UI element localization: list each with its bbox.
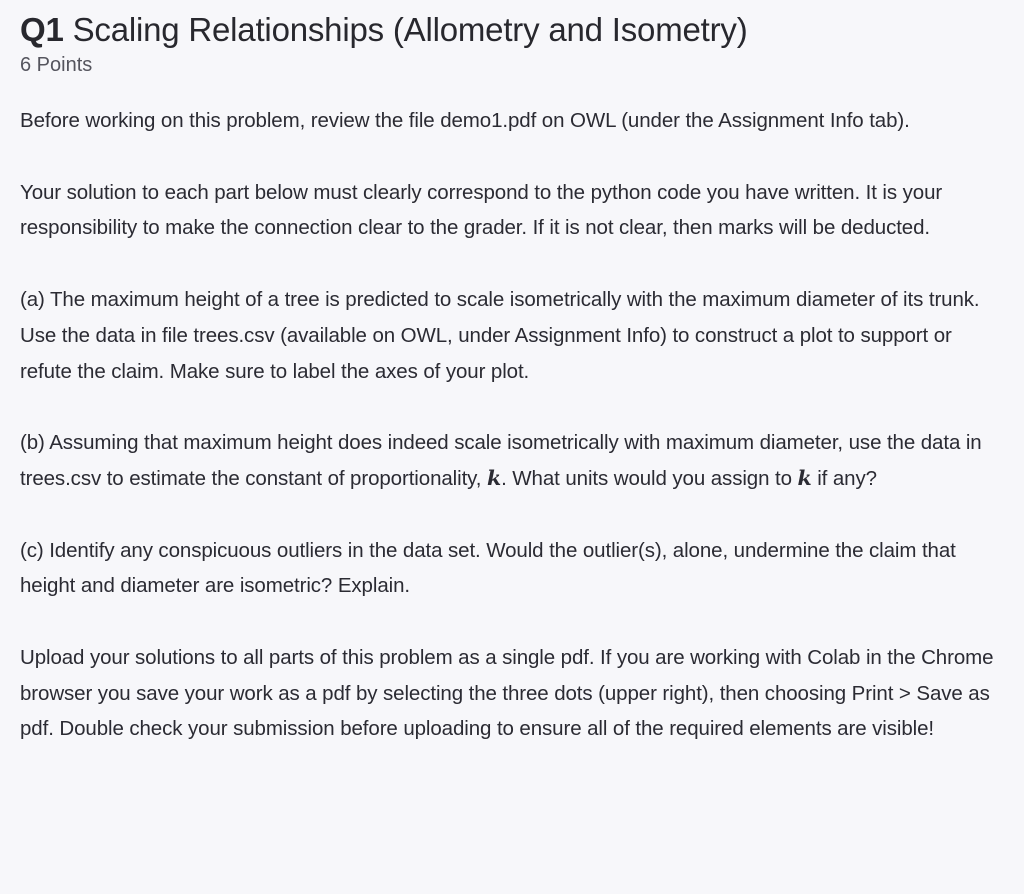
question-title [20, 10, 1004, 50]
part-a-paragraph: (a) The maximum height of a tree is predicted to scale isometrically with the maximum diameter of its trunk. Use the data in file trees.csv (available on OWL, under Assignment Info) to construct a plot to support or refute the claim. Make sure to label the axes of your plot. [20, 288, 980, 383]
part-b-text-2: . What units would you assign to [501, 466, 798, 490]
question-number: Q1 [20, 11, 64, 48]
instructions-paragraph: Your solution to each part below must clearly correspond to the python code you have written. It is your responsibility to make the connection clear to the grader. If it is not clear, then marks will be deducted. [20, 180, 943, 240]
k-symbol: k [487, 465, 502, 490]
question-points: 6 Points [20, 54, 93, 76]
part-b-paragraph [20, 425, 1004, 496]
question-body [20, 103, 1004, 747]
intro-paragraph: Before working on this problem, review the file demo1.pdf on OWL (under the Assignment Info tab). [20, 109, 910, 132]
question-title-text: Scaling Relationships (Allometry and Isometry) [72, 11, 748, 48]
k-symbol: k [797, 465, 812, 490]
part-b-text-1: (b) Assuming that maximum height does indeed scale isometrically with maximum diameter, use the data in trees.csv to estimate the constant of proportionality, [20, 431, 982, 490]
upload-paragraph: Upload your solutions to all parts of this problem as a single pdf. If you are working with Colab in the Chrome browser you save your work as a pdf by selecting the three dots (upper right), then choosing Print > Save as pdf. Double check your submission before uploading to ensure all of the required elements are visible! [20, 646, 994, 741]
part-c-paragraph: (c) Identify any conspicuous outliers in the data set. Would the outlier(s), alone, undermine the claim that height and diameter are isometric? Explain. [20, 538, 956, 598]
part-b-text-3: if any? [811, 466, 877, 490]
